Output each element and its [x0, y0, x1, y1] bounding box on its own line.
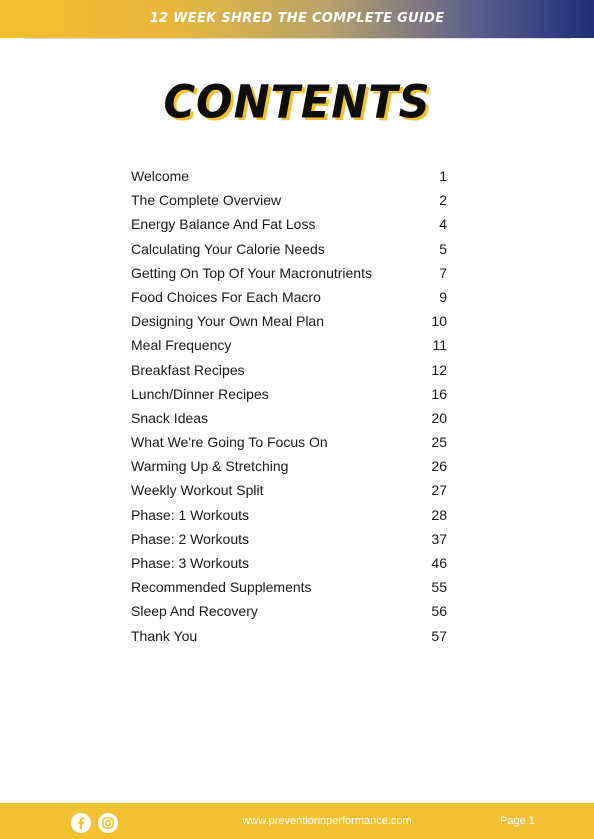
toc-item-page: 28: [431, 506, 447, 523]
toc-item-page: 25: [431, 434, 447, 451]
toc-item[interactable]: [131, 406, 451, 430]
toc-item-label: The Complete Overview: [131, 192, 282, 209]
toc-item[interactable]: [131, 575, 451, 599]
toc-item-label: Phase: 1 Workouts: [131, 506, 250, 523]
toc-item[interactable]: [131, 237, 451, 261]
toc-item[interactable]: [131, 551, 451, 575]
toc-item-page: 2: [439, 192, 447, 209]
footer-website-link[interactable]: www.preventionnperformance.com: [242, 815, 412, 827]
toc-item[interactable]: [131, 164, 451, 188]
toc-item-label: Designing Your Own Meal Plan: [131, 313, 325, 330]
header-divider: [24, 38, 570, 39]
instagram-icon[interactable]: [98, 813, 118, 833]
toc-item[interactable]: [131, 358, 451, 382]
toc-item-page: 11: [432, 337, 447, 354]
toc-item[interactable]: [131, 624, 451, 648]
toc-item[interactable]: [131, 478, 451, 502]
toc-item[interactable]: [131, 188, 451, 212]
toc-item-label: Weekly Workout Split: [131, 482, 264, 499]
toc-item-label: Meal Frequency: [131, 337, 232, 354]
toc-item-page: 27: [431, 482, 447, 499]
toc-item-label: Snack Ideas: [131, 409, 209, 426]
toc-item[interactable]: [131, 261, 451, 285]
toc-item[interactable]: [131, 503, 451, 527]
table-of-contents: [131, 164, 451, 648]
toc-item[interactable]: [131, 382, 451, 406]
toc-item-label: Breakfast Recipes: [131, 361, 245, 378]
toc-item-page: 57: [431, 627, 447, 644]
toc-item-page: 55: [431, 579, 447, 596]
toc-item-label: Food Choices For Each Macro: [131, 288, 321, 305]
toc-item-page: 5: [439, 240, 447, 257]
toc-item-page: 26: [431, 458, 447, 475]
header-title: 12 WEEK SHRED THE COMPLETE GUIDE: [149, 11, 445, 26]
toc-item[interactable]: [131, 454, 451, 478]
toc-item-page: 12: [431, 361, 447, 378]
page-title: CONTENTS: [163, 76, 431, 130]
toc-item-label: Welcome: [131, 168, 190, 184]
toc-item-label: Energy Balance And Fat Loss: [131, 216, 316, 233]
toc-item[interactable]: [131, 285, 451, 309]
toc-item-page: 10: [431, 313, 447, 330]
toc-item-page: 37: [431, 530, 447, 547]
toc-item-page: 9: [439, 288, 447, 305]
toc-item-page: 56: [431, 603, 447, 620]
toc-item-label: Getting On Top Of Your Macronutrients: [131, 264, 372, 281]
toc-item-page: 7: [439, 264, 447, 281]
toc-item-page: 46: [431, 555, 447, 571]
toc-item-label: What We're Going To Focus On: [131, 434, 328, 451]
footer-page-number: Page 1: [500, 815, 535, 827]
toc-item-page: 20: [431, 409, 447, 426]
toc-item-label: Calculating Your Calorie Needs: [131, 240, 325, 257]
toc-item-label: Phase: 2 Workouts: [131, 530, 250, 547]
toc-item-label: Phase: 3 Workouts: [131, 555, 250, 571]
toc-item[interactable]: [131, 599, 451, 623]
toc-item[interactable]: [131, 430, 451, 454]
toc-item[interactable]: [131, 527, 451, 551]
toc-item[interactable]: [131, 309, 451, 333]
toc-item-label: Thank You: [131, 627, 198, 644]
toc-item-page: 1: [439, 168, 447, 184]
toc-item-page: 16: [431, 385, 447, 402]
toc-item[interactable]: [131, 212, 451, 236]
toc-item-label: Lunch/Dinner Recipes: [131, 385, 269, 402]
facebook-icon[interactable]: [71, 813, 91, 833]
toc-item-label: Warming Up & Stretching: [131, 458, 289, 475]
toc-item-label: Sleep And Recovery: [131, 603, 258, 620]
toc-item-label: Recommended Supplements: [131, 579, 312, 596]
toc-item-page: 4: [439, 216, 447, 233]
toc-item[interactable]: [131, 333, 451, 357]
